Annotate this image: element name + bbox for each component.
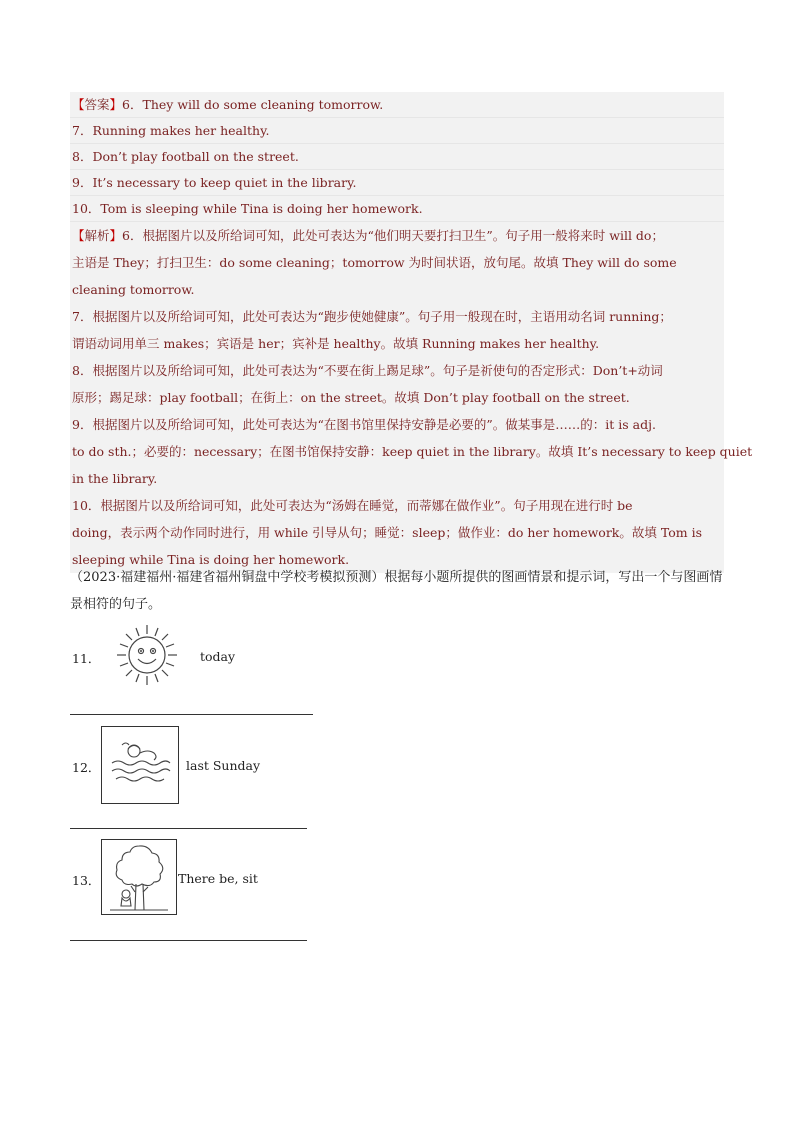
analysis-line: 9．根据图片以及所给词可知，此处可表达为“在图书馆里保持安静是必要的”。做某事是……的：it is adj.: [72, 417, 656, 432]
question-12-number: 12．: [72, 760, 101, 775]
analysis-line: 原形；踢足球：play football；在街上：on the street。故填 Don’t play football on the street.: [72, 390, 630, 405]
analysis-line: 谓语动词用单三 makes；宾语是 her；宾补是 healthy。故填 Running makes her healthy.: [72, 336, 600, 351]
answer-line-9: 9．It’s necessary to keep quiet in the library.: [70, 170, 724, 196]
analysis-label: 解析: [84, 228, 110, 243]
answer-label-open: 【: [72, 97, 85, 112]
answer-text: 6．They will do some cleaning tomorrow.: [122, 97, 384, 112]
analysis-line: 10．根据图片以及所给词可知，此处可表达为“汤姆在睡觉，而蒂娜在做作业”。句子用现在进行时 be: [72, 498, 633, 513]
analysis-text: 6．根据图片以及所给词可知，此处可表达为“他们明天要打扫卫生”。句子用一般将来时 will do；: [122, 228, 664, 243]
answer-line-10: 10．Tom is sleeping while Tina is doing her homework.: [70, 196, 724, 222]
analysis-line: doing，表示两个动作同时进行，用 while 引导从句；睡觉：sleep；做作业：do her homework。故填 Tom is: [72, 525, 702, 540]
question-12-hint: last Sunday: [186, 758, 261, 773]
answer-analysis-block: [70, 92, 753, 573]
analysis-line: 8．根据图片以及所给词可知，此处可表达为“不要在街上踢足球”。句子是祈使句的否定形式：Don’t+动词: [72, 363, 663, 378]
swimmer-icon: [101, 726, 179, 804]
tree-icon: [101, 839, 177, 915]
analysis-line: 主语是 They；打扫卫生：do some cleaning；tomorrow 为时间状语，放句尾。故填 They will do some: [72, 255, 677, 270]
analysis-line: to do sth.；必要的：necessary；在图书馆保持安静：keep quiet in the library。故填 It’s necessary to keep quiet: [72, 444, 753, 459]
question-13-number: 13．: [72, 873, 101, 888]
analysis-label-close: 】: [109, 228, 123, 243]
analysis-line: cleaning tomorrow.: [72, 282, 195, 297]
answer-line-7: 7．Running makes her healthy.: [70, 118, 724, 144]
answer-label: 答案: [84, 97, 110, 112]
analysis-line: 7．根据图片以及所给词可知，此处可表达为“跑步使她健康”。句子用一般现在时，主语用动名词 running；: [72, 309, 672, 324]
analysis-line: sleeping while Tina is doing her homework.: [72, 552, 350, 567]
question-11-hint: today: [200, 649, 236, 664]
analysis-line: in the library.: [72, 471, 158, 486]
question-intro: （2023·福建福州·福建省福州铜盘中学校考模拟预测）根据每小题所提供的图画情景和提示词，写出一个与图画情景相符的句子。: [70, 570, 723, 612]
analysis-label-open: 【: [72, 228, 85, 243]
question-11-number: 11．: [72, 651, 101, 666]
question-11-answer-line[interactable]: [70, 714, 313, 715]
sun-icon: [114, 622, 180, 688]
question-13-hint: There be, sit: [178, 871, 258, 886]
question-13-answer-line[interactable]: [70, 940, 307, 941]
answer-line-6: [70, 92, 724, 118]
question-12-answer-line[interactable]: [70, 828, 307, 829]
answer-label-close: 】: [109, 97, 123, 112]
analysis-line: [70, 222, 724, 249]
answer-line-8: 8．Don’t play football on the street.: [70, 144, 724, 170]
